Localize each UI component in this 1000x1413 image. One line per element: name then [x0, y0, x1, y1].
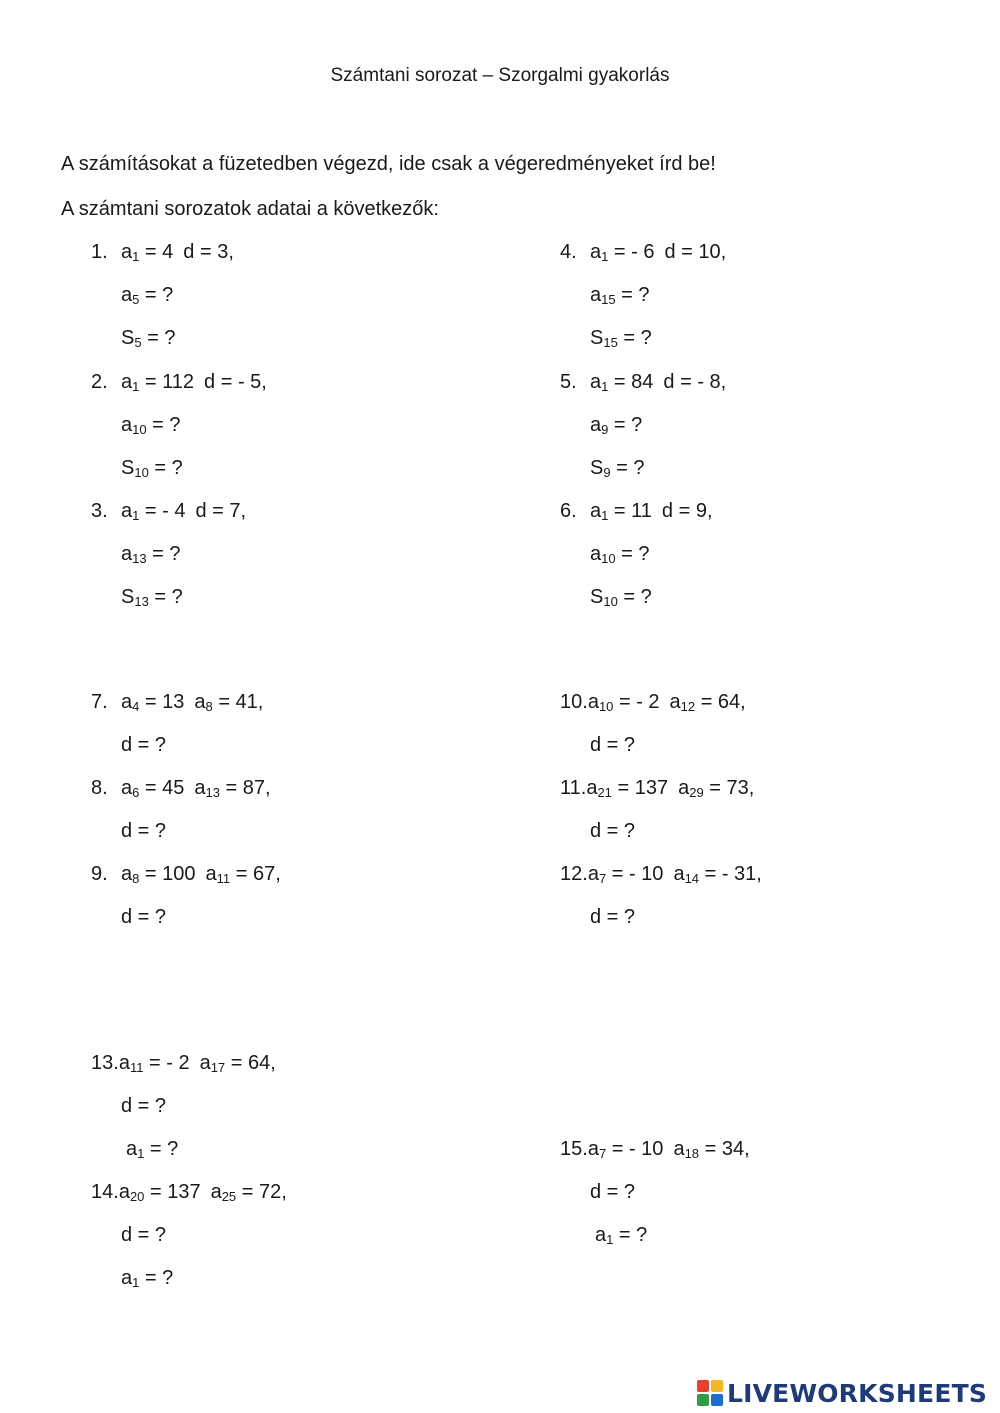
exercise-2-given — [91, 370, 267, 394]
exercise-14-given — [91, 1180, 287, 1204]
term: d — [664, 241, 676, 263]
subscript: 21 — [597, 785, 612, 800]
exercise-9-ask: d = ? — [121, 906, 167, 928]
answer-blank[interactable]: ? — [623, 906, 636, 928]
subscript: 1 — [601, 379, 609, 394]
term: $a_{18}$ — [673, 1138, 700, 1161]
given-value: $a_8 = 100$ — [121, 863, 196, 886]
instruction-subtext: A számtani sorozatok adatai a következők: — [61, 198, 439, 220]
term: $a_1$ — [590, 500, 609, 523]
given-value: $a_{14}$ = - 31, — [673, 863, 762, 886]
logo-tile — [711, 1394, 723, 1406]
exercise-11-given — [560, 776, 754, 800]
term: $a_{10}$ — [121, 414, 147, 437]
exercise-5-given — [560, 370, 726, 394]
given-value: d = 7, — [195, 500, 247, 522]
subscript: 11 — [129, 1060, 144, 1075]
exercise-number: 8. — [91, 777, 108, 799]
exercise-number: 7. — [91, 691, 108, 713]
logo-tile — [697, 1380, 709, 1392]
given-value: $a_7$ = - 10 — [587, 1138, 664, 1161]
subscript: 8 — [205, 699, 213, 714]
exercise-4-ask: $S_{15}$ = ? — [590, 327, 652, 350]
subscript: 1 — [132, 379, 140, 394]
term: $a_{20}$ — [118, 1181, 145, 1204]
term: $a_{25}$ — [210, 1181, 237, 1204]
exercise-number: 11. — [560, 777, 587, 799]
subscript: 14 — [684, 871, 700, 886]
exercise-5-ask: $a_9$ = ? — [590, 414, 643, 437]
answer-blank[interactable]: ? — [154, 734, 167, 756]
term: $a_{13}$ — [121, 543, 147, 566]
answer-blank[interactable]: ? — [633, 457, 645, 479]
given-value: $a_1$ = - 6 — [590, 241, 655, 264]
exercise-15-ask: $a_1$ = ? — [595, 1224, 648, 1247]
exercise-10-ask: d = ? — [590, 734, 636, 756]
subscript: 15 — [601, 292, 616, 307]
term: $a_8$ — [194, 691, 213, 714]
term: d — [121, 1095, 133, 1117]
answer-blank[interactable]: ? — [171, 457, 183, 479]
term: $a_1$ — [595, 1224, 614, 1247]
subscript: 1 — [132, 249, 140, 264]
exercise-number: 15. — [560, 1138, 588, 1160]
term: $a_{21}$ — [586, 777, 612, 800]
subscript: 10 — [601, 551, 616, 566]
term: $a_{12}$ — [669, 691, 696, 714]
answer-blank[interactable]: ? — [169, 414, 181, 436]
given-value: d = - 8, — [663, 371, 727, 393]
term: $a_{29}$ — [678, 777, 704, 800]
subscript: 9 — [603, 465, 611, 480]
given-value: $a_4 = 13$ — [121, 691, 185, 714]
exercise-number: 14. — [91, 1181, 119, 1203]
term: d — [121, 906, 133, 928]
term: d — [590, 906, 602, 928]
exercise-3-given — [91, 499, 246, 523]
given-value: d = 10, — [664, 241, 727, 263]
logo-mark-icon — [697, 1380, 723, 1406]
exercise-11-ask: d = ? — [590, 820, 636, 842]
answer-blank[interactable]: ? — [636, 1224, 648, 1246]
term: $S_5$ — [121, 327, 142, 350]
subscript: 13 — [205, 785, 220, 800]
exercise-number: 9. — [91, 863, 108, 885]
given-value: $a_{10}$ = - 2 — [587, 691, 660, 714]
exercise-1-ask: $a_5$ = ? — [121, 284, 174, 307]
given-value: $a_{18} = 34$, — [673, 1138, 750, 1161]
given-value: $a_8 = 41$, — [194, 691, 264, 714]
exercise-7-ask: d = ? — [121, 734, 167, 756]
exercise-number: 1. — [91, 241, 108, 263]
given-value: $a_1 = 11$ — [590, 500, 652, 523]
given-value: $a_{21} = 137$ — [586, 777, 669, 800]
subscript: 5 — [132, 292, 140, 307]
answer-blank[interactable]: ? — [631, 414, 643, 436]
term: d — [661, 500, 674, 522]
answer-blank[interactable]: ? — [154, 820, 167, 842]
exercise-6-given — [560, 499, 713, 523]
given-value: d = - 5, — [204, 371, 267, 393]
exercise-13-ask: d = ? — [121, 1095, 167, 1117]
term: d — [204, 371, 216, 393]
subscript: 6 — [132, 785, 140, 800]
exercise-13-given — [91, 1051, 276, 1075]
exercise-9-given — [91, 862, 281, 886]
term: $a_{10}$ — [587, 691, 614, 714]
term: $a_1$ — [126, 1138, 145, 1161]
answer-blank[interactable]: ? — [154, 1224, 167, 1246]
term: $a_{14}$ — [673, 863, 700, 886]
answer-blank[interactable]: ? — [640, 327, 652, 349]
given-value: $a_{11}$ = - 2 — [118, 1052, 190, 1075]
given-value: $a_6 = 45$ — [121, 777, 185, 800]
term: $a_1$ — [590, 371, 609, 394]
given-value: d = 3, — [183, 241, 234, 263]
subscript: 13 — [132, 551, 147, 566]
term: $a_{10}$ — [590, 543, 616, 566]
answer-blank[interactable]: ? — [167, 1138, 179, 1160]
term: $a_8$ — [121, 863, 140, 886]
term: $S_{10}$ — [121, 457, 149, 480]
term: $a_1$ — [590, 241, 609, 264]
given-value: $a_{20} = 137$ — [118, 1181, 201, 1204]
term: $a_{11}$ — [205, 863, 231, 886]
logo-tile — [711, 1380, 723, 1392]
subscript: 1 — [606, 1232, 614, 1247]
given-value: $a_{25} = 72$, — [210, 1181, 287, 1204]
term: $a_6$ — [121, 777, 140, 800]
given-value: $a_{17} = 64$, — [199, 1052, 276, 1075]
answer-blank[interactable]: ? — [638, 543, 650, 565]
exercise-10-given — [560, 690, 746, 714]
term: $a_5$ — [121, 284, 140, 307]
term: $a_9$ — [590, 414, 609, 437]
instruction-text: A számításokat a füzetedben végezd, ide csak a végeredményeket írd be! — [61, 153, 716, 175]
subscript: 15 — [603, 335, 618, 350]
exercise-1-given — [91, 240, 234, 264]
exercise-number: 5. — [560, 371, 577, 393]
answer-blank[interactable]: ? — [171, 586, 183, 608]
exercise-3-ask: $S_{13}$ = ? — [121, 586, 183, 609]
given-value: $a_1$ = - 4 — [121, 500, 186, 523]
answer-blank[interactable]: ? — [162, 284, 174, 306]
subscript: 8 — [132, 871, 140, 886]
given-value: $a_{12} = 64$, — [669, 691, 746, 714]
term: $a_{11}$ — [118, 1052, 144, 1075]
subscript: 1 — [601, 508, 609, 523]
exercise-number: 10. — [560, 691, 588, 713]
exercise-4-ask: $a_{15}$ = ? — [590, 284, 650, 307]
subscript: 25 — [221, 1189, 237, 1204]
exercise-number: 13. — [91, 1052, 119, 1074]
subscript: 1 — [601, 249, 609, 264]
term: $a_{15}$ — [590, 284, 616, 307]
exercise-13-ask: $a_1$ = ? — [126, 1138, 179, 1161]
term: d — [183, 241, 195, 263]
term: $a_{13}$ — [194, 777, 220, 800]
answer-blank[interactable]: ? — [169, 543, 181, 565]
term: $a_7$ — [587, 1138, 607, 1161]
exercise-number: 12. — [560, 863, 588, 885]
liveworksheets-logo — [697, 1378, 987, 1408]
exercise-14-ask: d = ? — [121, 1224, 167, 1246]
subscript: 17 — [210, 1060, 226, 1075]
logo-tile — [697, 1394, 709, 1406]
given-value: $a_{29} = 73$, — [678, 777, 755, 800]
answer-blank[interactable]: ? — [162, 1267, 174, 1289]
subscript: 4 — [132, 699, 140, 714]
subscript: 12 — [680, 699, 696, 714]
term: d — [590, 820, 602, 842]
term: $S_{10}$ — [590, 586, 618, 609]
answer-blank[interactable]: ? — [623, 820, 636, 842]
exercise-15-ask: d = ? — [590, 1181, 636, 1203]
given-value: $a_1 = 84$ — [590, 371, 654, 394]
exercise-5-ask: $S_9$ = ? — [590, 457, 645, 480]
term: $S_{15}$ — [590, 327, 618, 350]
exercise-4-given — [560, 240, 726, 264]
answer-blank[interactable]: ? — [640, 586, 652, 608]
term: d — [121, 1224, 133, 1246]
subscript: 1 — [137, 1146, 145, 1161]
term: d — [663, 371, 675, 393]
term: $S_{13}$ — [121, 586, 149, 609]
exercise-3-ask: $a_{13}$ = ? — [121, 543, 181, 566]
term: $a_1$ — [121, 371, 140, 394]
subscript: 10 — [598, 699, 614, 714]
answer-blank[interactable]: ? — [638, 284, 650, 306]
term: $a_7$ — [587, 863, 607, 886]
subscript: 7 — [598, 871, 607, 886]
exercise-2-ask: $S_{10}$ = ? — [121, 457, 183, 480]
given-value: $a_{11} = 67$, — [205, 863, 281, 886]
term: $a_4$ — [121, 691, 140, 714]
exercise-number: 2. — [91, 371, 108, 393]
term: d — [590, 734, 602, 756]
term: d — [121, 820, 133, 842]
subscript: 20 — [129, 1189, 145, 1204]
subscript: 9 — [601, 422, 609, 437]
page-title: Számtani sorozat – Szorgalmi gyakorlás — [330, 65, 670, 86]
answer-blank[interactable]: ? — [154, 1095, 167, 1117]
answer-blank[interactable]: ? — [623, 1181, 636, 1203]
answer-blank[interactable]: ? — [154, 906, 167, 928]
logo-text: LIVEWORKSHEETS — [727, 1378, 988, 1408]
given-value: d = 9, — [661, 500, 713, 522]
exercise-6-ask: $a_{10}$ = ? — [590, 543, 650, 566]
exercise-7-given — [91, 690, 263, 714]
exercise-1-ask: $S_5$ = ? — [121, 327, 176, 350]
given-value: $a_7$ = - 10 — [587, 863, 664, 886]
term: $S_9$ — [590, 457, 611, 480]
subscript: 29 — [689, 785, 704, 800]
exercise-2-ask: $a_{10}$ = ? — [121, 414, 181, 437]
exercise-12-ask: d = ? — [590, 906, 636, 928]
term: d — [195, 500, 207, 522]
answer-blank[interactable]: ? — [623, 734, 636, 756]
exercise-6-ask: $S_{10}$ = ? — [590, 586, 652, 609]
exercise-12-given — [560, 862, 762, 886]
exercise-number: 6. — [560, 500, 577, 522]
subscript: 10 — [134, 465, 149, 480]
term: d — [590, 1181, 602, 1203]
subscript: 7 — [598, 1146, 607, 1161]
term: $a_{17}$ — [199, 1052, 226, 1075]
subscript: 18 — [684, 1146, 700, 1161]
exercise-8-ask: d = ? — [121, 820, 167, 842]
exercise-14-ask: $a_1$ = ? — [121, 1267, 174, 1290]
subscript: 5 — [134, 335, 142, 350]
subscript: 1 — [132, 508, 140, 523]
exercise-15-given — [560, 1137, 750, 1161]
subscript: 13 — [134, 594, 149, 609]
subscript: 11 — [216, 871, 231, 886]
term: $a_1$ — [121, 241, 140, 264]
exercise-number: 4. — [560, 241, 577, 263]
term: $a_1$ — [121, 1267, 140, 1290]
subscript: 1 — [132, 1275, 140, 1290]
subscript: 10 — [132, 422, 147, 437]
answer-blank[interactable]: ? — [164, 327, 176, 349]
term: $a_1$ — [121, 500, 140, 523]
subscript: 10 — [603, 594, 618, 609]
exercise-number: 3. — [91, 500, 108, 522]
given-value: $a_{13} = 87$, — [194, 777, 271, 800]
term: d — [121, 734, 133, 756]
exercise-8-given — [91, 776, 271, 800]
given-value: $a_1 = 4$ — [121, 241, 174, 264]
given-value: $a_1 = 112$ — [121, 371, 195, 394]
